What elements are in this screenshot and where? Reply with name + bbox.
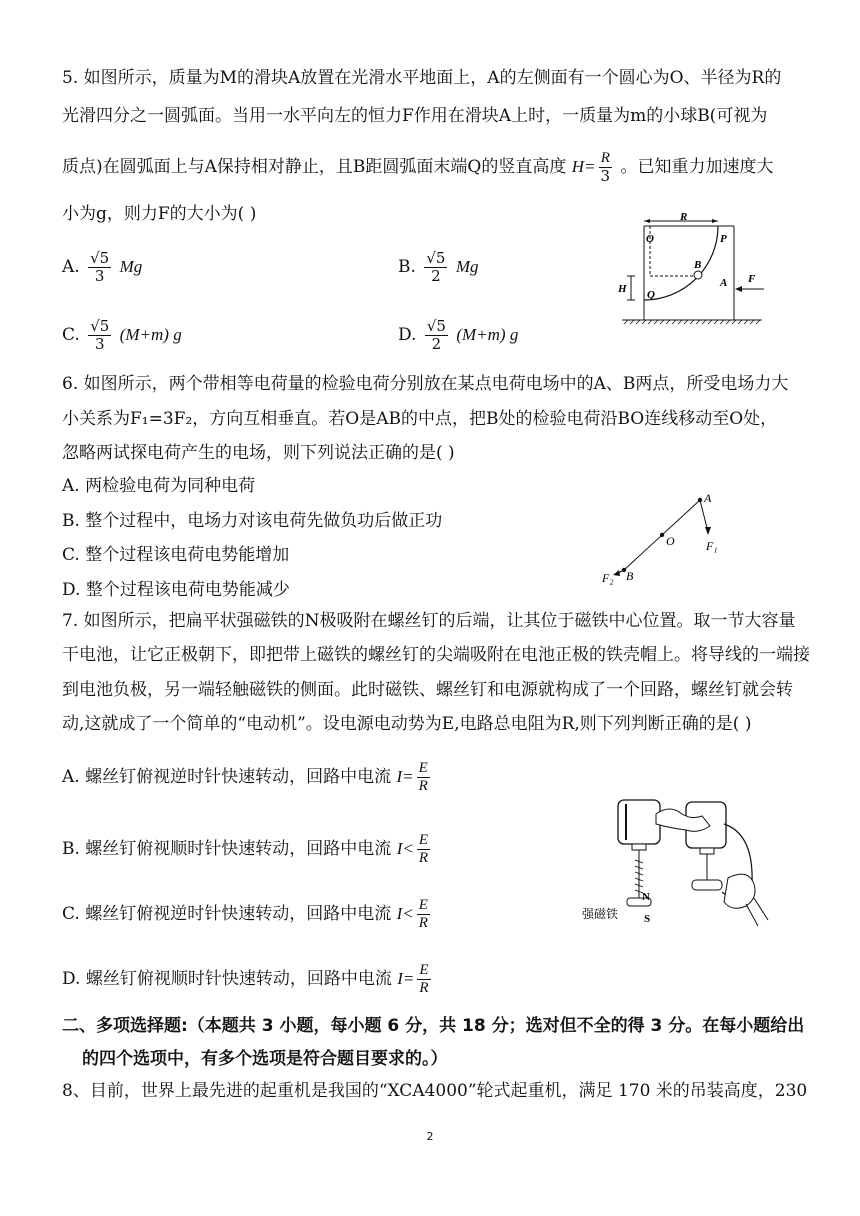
q7-hand-bottom <box>724 874 755 908</box>
q5-option-b-num: √5 <box>426 249 446 267</box>
q5-option-d-fraction <box>425 318 448 353</box>
q7-option-d-den: R <box>419 980 429 996</box>
q7-option-c-den: R <box>418 915 428 931</box>
q7-option-b-current: I< <box>396 839 414 858</box>
q7-line-3: 到电池负极，另一端轻触磁铁的侧面。此时磁铁、螺丝钉和电源就构成了一个回路，螺丝钉就会转 <box>62 680 793 700</box>
q5-ground-hatch <box>624 320 760 324</box>
q5-option-a-num: √5 <box>90 249 110 267</box>
q5-label-F: F <box>748 273 756 285</box>
q5-dim-arrow-right <box>712 219 718 223</box>
q6-line-3: 忽略两试探电荷产生的电场，则下列说法正确的是( ) <box>62 443 455 463</box>
q7-wrist-line-1 <box>746 904 758 926</box>
q6-figure <box>596 488 736 592</box>
q5-option-b-fraction <box>424 250 447 285</box>
q6-option-c[interactable]: C. 整个过程该电荷电势能增加 <box>62 545 290 565</box>
q6-label-O: O <box>666 534 675 548</box>
q5-line-3-post: 。已知重力加速度大 <box>620 157 774 177</box>
q6-line-1: 6. 如图所示，两个带相等电荷量的检验电荷分别放在某点电荷电场中的A、B两点，所受电场力大 <box>62 374 789 394</box>
q5-option-c-num: √5 <box>90 317 110 335</box>
q5-line-3 <box>62 150 812 185</box>
q7-option-b-fraction <box>417 832 430 867</box>
q5-h-den: 3 <box>600 167 611 185</box>
q7-option-d[interactable] <box>62 962 434 997</box>
q5-option-c-den: 3 <box>95 335 105 353</box>
q5-option-a-tail: Mg <box>119 257 143 276</box>
q7-label-S: S <box>644 913 651 925</box>
q7-option-a-fraction <box>417 760 430 795</box>
q7-option-d-num: E <box>419 962 429 978</box>
q5-option-a[interactable] <box>62 250 142 285</box>
q7-option-a-text: A. 螺丝钉俯视逆时针快速转动，回路中电流 <box>62 767 392 787</box>
q6-label-A: A <box>704 491 712 505</box>
q5-label-H: H <box>618 283 627 295</box>
q5-label-P: P <box>720 233 727 245</box>
q5-h-num: R <box>600 150 610 166</box>
q7-line-4: 动,这就成了一个简单的“电动机”。设电源电动势为E,电路总电阻为R,则下列判断正确的是( ) <box>62 714 752 734</box>
q6-label-B: B <box>626 569 634 583</box>
q5-option-b[interactable] <box>398 250 479 285</box>
q5-h-fraction <box>599 150 613 185</box>
q7-option-c-current: I< <box>396 904 414 923</box>
q7-option-b[interactable] <box>62 832 433 867</box>
page-number: 2 <box>426 1130 434 1143</box>
q7-option-c-num: E <box>418 897 428 913</box>
q5-label-R: R <box>680 212 688 223</box>
q5-line-2: 光滑四分之一圆弧面。当用一水平向左的恒力F作用在滑块A上时，一质量为m的小球B(可视为 <box>62 106 768 126</box>
q7-option-d-text: D. 螺丝钉俯视顺时针快速转动，回路中电流 <box>62 969 392 989</box>
q6-label-F1: F₁ <box>706 539 718 553</box>
q7-battery-left-cap <box>632 844 646 850</box>
q5-figure <box>614 212 774 332</box>
q5-label-B: B <box>694 259 702 271</box>
q5-option-b-tail: Mg <box>455 257 479 276</box>
q5-option-d-label: D. <box>398 325 417 345</box>
q7-wrist-line-2 <box>754 898 768 920</box>
q7-magnet-right <box>692 880 722 890</box>
q7-option-d-fraction <box>417 962 430 997</box>
q5-force-arrowhead <box>735 286 742 292</box>
q5-option-b-label: B. <box>398 257 416 277</box>
q6-point-O <box>660 533 664 537</box>
q6-force-F2-arrowhead <box>613 570 620 576</box>
q5-option-d-tail: (M+m) g <box>456 325 519 344</box>
q5-option-d-num: √5 <box>426 317 446 335</box>
q5-option-c-tail: (M+m) g <box>119 325 182 344</box>
q5-option-d[interactable] <box>398 318 518 353</box>
section-2-line-1: 二、多项选择题:（本题共 3 小题，每小题 6 分，共 18 分；选对但不全的得 3 分。在每小题给出 <box>62 1016 805 1036</box>
q6-option-b[interactable]: B. 整个过程中，电场力对该电荷先做负功后做正功 <box>62 511 443 531</box>
q7-label-magnet: 强磁铁 <box>582 907 619 921</box>
q5-line-4: 小为g，则力F的大小为( ) <box>62 204 257 224</box>
q5-option-d-den: 2 <box>431 335 442 353</box>
q5-label-Q: Q <box>647 289 655 301</box>
q6-option-a[interactable]: A. 两检验电荷为同种电荷 <box>62 476 256 496</box>
q5-label-A: A <box>720 277 728 289</box>
q7-figure <box>578 794 770 932</box>
q7-option-a-current: I= <box>396 767 414 786</box>
q6-label-F2: F₂ <box>602 571 614 585</box>
q7-option-c-fraction <box>417 897 430 932</box>
q6-option-d[interactable]: D. 整个过程该电荷电势能减少 <box>62 580 290 600</box>
q5-ball-B <box>694 271 702 279</box>
q7-option-b-text: B. 螺丝钉俯视顺时针快速转动，回路中电流 <box>62 839 392 859</box>
q7-line-2: 干电池，让它正极朝下，即把带上磁铁的螺丝钉的尖端吸附在电池正极的铁壳帽上。将导线的一端接 <box>62 645 810 665</box>
q7-line-1: 7. 如图所示，把扁平状强磁铁的N极吸附在螺丝钉的后端，让其位于磁铁中心位置。取一节大容量 <box>62 611 796 631</box>
q6-line-2: 小关系为F₁=3F₂，方向互相垂直。若O是AB的中点，把B处的检验电荷沿BO连线移动至O处， <box>62 409 778 429</box>
section-2-line-2: 的四个选项中，有多个选项是符合题目要求的。） <box>82 1049 448 1069</box>
q7-option-a[interactable] <box>62 760 433 795</box>
q5-line-1: 5. 如图所示，质量为M的滑块A放置在光滑水平地面上，A的左侧面有一个圆心为O、半径为R的 <box>62 68 782 88</box>
q7-battery-right-cap <box>700 848 714 854</box>
q7-battery-left <box>618 800 660 844</box>
q7-option-b-num: E <box>418 832 429 848</box>
q5-option-a-den: 3 <box>94 267 105 285</box>
q5-dim-arrow-left <box>644 219 650 223</box>
q7-option-c-text: C. 螺丝钉俯视逆时针快速转动，回路中电流 <box>62 904 392 924</box>
q5-option-b-den: 2 <box>431 267 441 285</box>
q7-option-a-num: E <box>418 760 428 776</box>
q5-arc-surface <box>644 226 718 300</box>
q5-option-a-label: A. <box>62 257 80 277</box>
q7-option-a-den: R <box>418 778 428 794</box>
q5-option-c-fraction <box>88 318 111 353</box>
q5-option-a-fraction <box>88 250 111 285</box>
q5-h-equals: H= <box>571 157 596 176</box>
q7-option-c[interactable] <box>62 897 433 932</box>
q5-option-c-label: C. <box>62 325 80 345</box>
q5-option-c[interactable] <box>62 318 182 353</box>
q5-label-O: O <box>646 233 654 245</box>
q7-option-d-current: I= <box>397 969 415 988</box>
q7-label-N: N <box>642 891 650 903</box>
q8-line-1: 8、目前，世界上最先进的起重机是我国的“XCA4000”轮式起重机，满足 170 米的吊装高度，230 <box>62 1081 808 1101</box>
q6-force-F1-arrowhead <box>705 527 711 535</box>
q7-option-b-den: R <box>418 850 429 866</box>
q5-line-3-text: 质点)在圆弧面上与A保持相对静止，且B距圆弧面末端Q的竖直高度 <box>62 157 567 177</box>
